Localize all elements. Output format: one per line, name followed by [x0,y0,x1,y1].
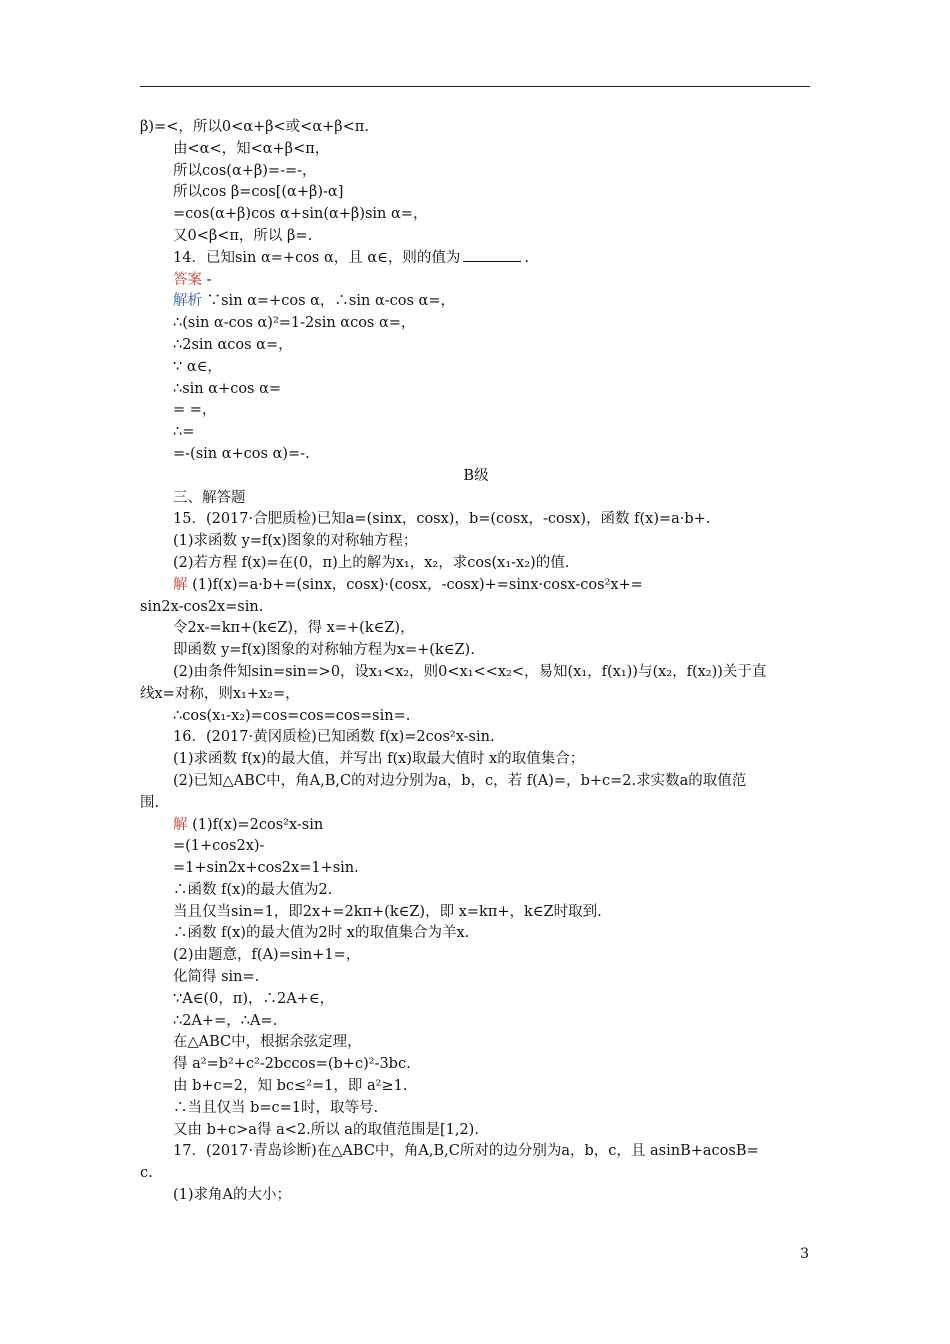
line-text: ∴函数 f(x)的最大值为2. [173,881,333,898]
text-line [140,1076,812,1098]
text-line [140,836,812,858]
text-line [140,1098,812,1120]
line-text: ∴cos(x₁-x₂)=cos=cos=cos=sin=. [173,707,411,724]
text-line [140,400,812,422]
line-text: (2)若方程 f(x)=在(0，π)上的解为x₁，x₂，求cos(x₁-x₂)的值. [173,554,570,571]
line-text: 即函数 y=f(x)图象的对称轴方程为x=+(k∈Z). [173,642,475,659]
text-line [140,662,812,684]
line-text: 16．(2017·黄冈质检)已知函数 f(x)=2cos²x-sin. [173,729,495,746]
line-text: =cos(α+β)cos α+sin(α+β)sin α=， [173,206,428,223]
text-line [140,945,812,967]
answer-label: 解 [173,576,188,593]
line-text: 令2x-=kπ+(k∈Z)，得 x=+(k∈Z)， [173,620,415,637]
answer-label: 解 [173,816,188,833]
answer-label: 答案 [173,271,202,288]
text-line [140,858,812,880]
line-text: 又由 b+c>a得 a<2.所以 a的取值范围是[1,2). [173,1121,479,1138]
line-text: ∵sin α=+cos α，∴sin α-cos α=， [202,293,455,310]
line-text: (1)求角A的大小； [173,1187,292,1204]
text-line [140,989,812,1011]
line-text: =(1+cos2x)- [173,838,265,855]
text-line [140,422,812,444]
line-text: 线x=对称，则x₁+x₂=， [140,685,300,702]
line-text: 围. [140,794,160,811]
text-line [140,684,812,706]
text-line [140,248,812,270]
line-text: ∵ α∈， [173,358,222,375]
text-line [140,204,812,226]
line-text: 15．(2017·合肥质检)已知a=(sinx，cosx)，b=(cosx，-cosx)，函数 f(x)=a·b+. [173,511,711,528]
line-text: sin2x-cos2x=sin. [140,598,264,615]
text-line [140,226,812,248]
line-text: (1)f(x)=2cos²x-sin [187,816,324,833]
line-text: 17．(2017·青岛诊断)在△ABC中，角A,B,C所对的边分别为a，b，c，且 asinB+acosB= [173,1143,759,1160]
line-text: 由<α<，知<α+β<π， [173,140,330,157]
line-text: ∴函数 f(x)的最大值为2时 x的取值集合为⽺x. [173,925,470,942]
text-line [140,313,812,335]
text-line [140,139,812,161]
text-line [140,771,812,793]
line-text: 在△ABC中，根据余弦定理， [173,1034,362,1051]
text-line [140,793,812,815]
text-line [140,1011,812,1033]
line-text: 三、解答题 [173,489,246,506]
text-line [140,575,812,597]
line-text: B级 [463,467,489,484]
text-line [140,509,812,531]
text-line [140,967,812,989]
text-line [140,749,812,771]
text-line [140,902,812,924]
answer-blank [463,249,521,262]
line-text: ∴2A+=，∴A=. [173,1012,278,1029]
line-text: 又0<β<π，所以 β=. [173,227,313,244]
header-rule [140,86,810,87]
text-line [140,161,812,183]
line-text: ∴= [173,424,195,441]
line-text: (1)求函数 f(x)的最大值，并写出 f(x)取最大值时 x的取值集合； [173,751,585,768]
line-text: ∴sin α+cos α= [173,380,282,397]
line-text: 得 a²=b²+c²-2bccos=(b+c)²-3bc. [173,1056,411,1073]
text-line [140,379,812,401]
text-line [140,553,812,575]
line-text: (1)求函数 y=f(x)图象的对称轴方程； [173,533,418,550]
line-text: - [202,271,212,288]
text-line [140,335,812,357]
text-line [140,597,812,619]
text-line [140,923,812,945]
text-line [140,1185,812,1207]
line-text: 所以cos β=cos[(α+β)-α] [173,184,344,201]
text-line [140,640,812,662]
text-line [140,357,812,379]
section-heading [140,466,812,488]
line-text: = =， [173,402,217,419]
line-text: ∴(sin α-cos α)²=1-2sin αcos α=， [173,315,416,332]
line-text: 14．已知sin α=+cos α，且 α∈，则的值为 [173,249,461,266]
text-line [140,531,812,553]
text-line [140,1054,812,1076]
line-text: (2)由条件知sin=sin=>0，设x₁<x₂，则0<x₁<<x₂<，易知(x₁，f(x₁))与(x₂，f(x₂))关于直 [173,663,767,680]
text-line [140,1141,812,1163]
text-line [140,117,812,139]
text-line [140,182,812,204]
text-line [140,444,812,466]
line-text: 所以cos(α+β)=-=-， [173,162,317,179]
line-text: =-(sin α+cos α)=-. [173,445,310,462]
line-text: (2)由题意，f(A)=sin+1=， [173,947,361,964]
line-text: (2)已知△ABC中，角A,B,C的对边分别为a，b，c，若 f(A)=，b+c=2.求实数a的取值范 [173,772,747,789]
line-text: (1)f(x)=a·b+=(sinx，cosx)·(cosx，-cosx)+=sinx·cosx-cos²x+= [187,576,643,593]
line-text: 化简得 sin=. [173,969,260,986]
line-text: 当且仅当sin=1，即2x+=2kπ+(k∈Z)，即 x=kπ+，k∈Z时取到. [173,903,602,920]
line-text: 由 b+c=2，知 bc≤²=1，即 a²≥1. [173,1078,408,1095]
document-body [140,117,812,1207]
text-line [140,727,812,749]
text-line [140,291,812,313]
text-line [140,618,812,640]
text-line [140,880,812,902]
text-line [140,706,812,728]
line-text: c. [140,1165,153,1182]
text-line [140,1163,812,1185]
page-number: 3 [800,1246,809,1262]
text-line [140,488,812,510]
line-text: ∴当且仅当 b=c=1时，取等号. [173,1099,379,1116]
line-suffix: . [524,249,530,266]
answer-label: 解析 [173,293,202,310]
text-line [140,815,812,837]
line-text: ∴2sin αcos α=， [173,336,293,353]
line-text: =1+sin2x+cos2x=1+sin. [173,860,359,877]
line-text: ∵A∈(0，π)，∴2A+∈， [173,990,335,1007]
text-line [140,1032,812,1054]
line-text: β)=<，所以0<α+β<或<α+β<π. [140,119,369,135]
text-line [140,1120,812,1142]
text-line [140,270,812,292]
